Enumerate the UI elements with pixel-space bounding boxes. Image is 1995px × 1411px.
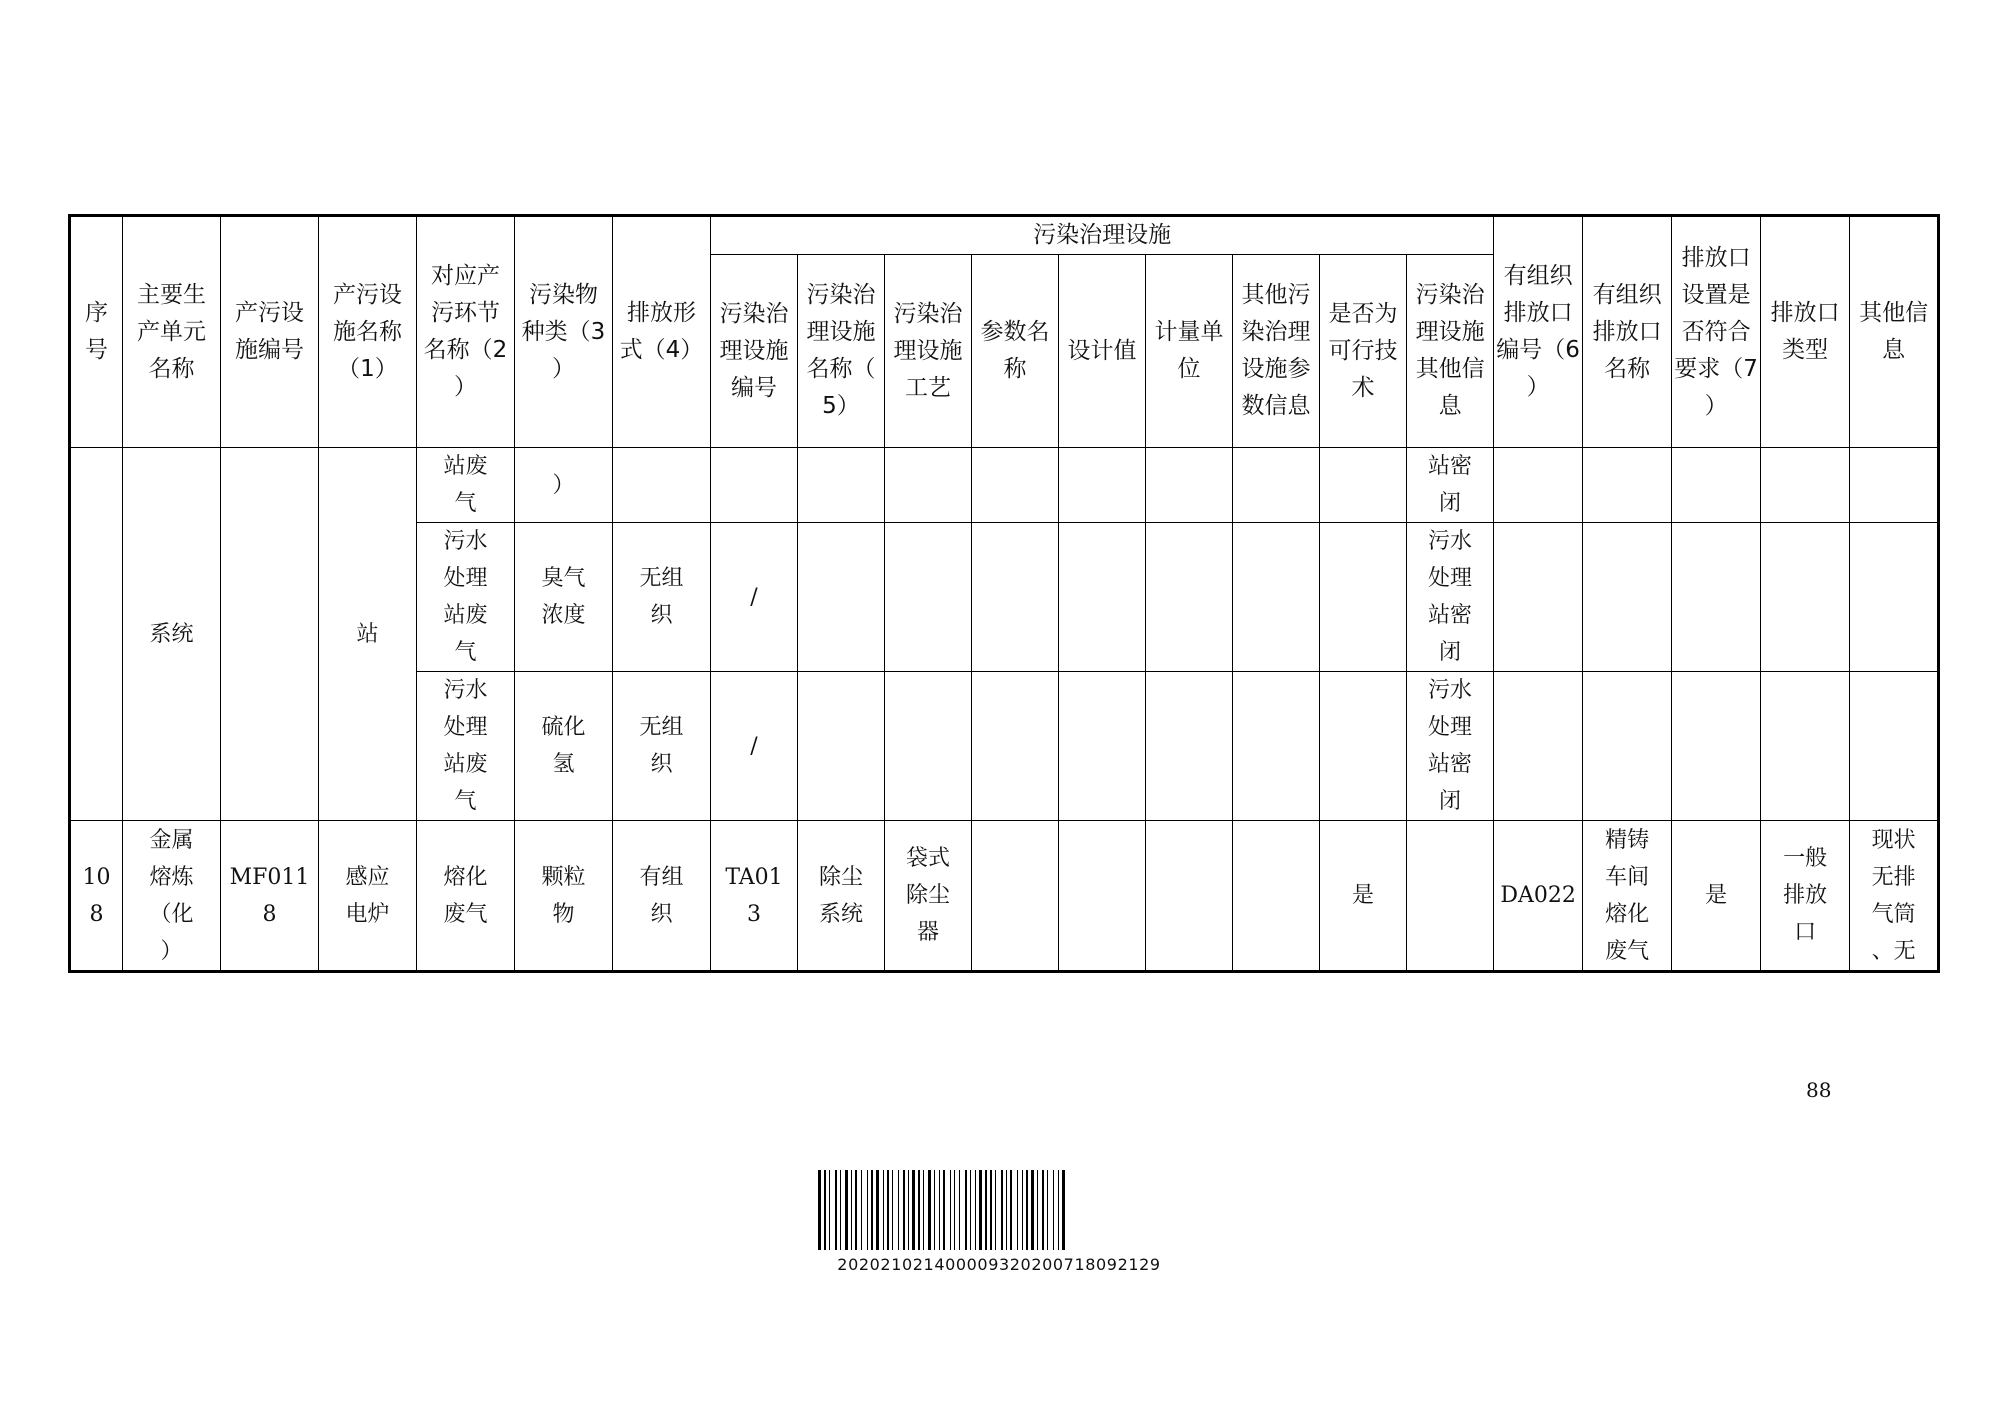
table-row [70,821,1939,972]
table-cell [885,672,972,821]
table-cell: 是 [1320,821,1407,972]
table-cell [1407,821,1494,972]
barcode-bar [1006,1170,1007,1250]
barcode-bar [851,1170,852,1250]
emission-table-wrapper [68,214,1932,973]
barcode-bar [818,1170,821,1250]
barcode-bar [939,1170,940,1250]
table-cell: 污水 处理 站废 气 [417,672,515,821]
table-cell [798,672,885,821]
barcode-bar [1053,1170,1054,1250]
barcode-bar [1001,1170,1003,1250]
barcode-bar [918,1170,920,1250]
table-cell: 熔化 废气 [417,821,515,972]
header-outlet-compliant: 排放口 设置是 否符合 要求（7 ） [1672,216,1761,448]
table-cell [1494,672,1583,821]
table-cell [1233,821,1320,972]
table-cell [1672,672,1761,821]
barcode-bar [912,1170,915,1250]
table-cell: / [711,523,798,672]
header-other-info: 其他信 息 [1850,216,1939,448]
table-cell [1583,672,1672,821]
header-other-params: 其他污 染治理 设施参 数信息 [1233,255,1320,448]
table-row [70,448,1939,523]
table-cell [1146,448,1233,523]
barcode-bar [1031,1170,1034,1250]
table-cell: TA01 3 [711,821,798,972]
barcode-bar [867,1170,868,1250]
table-cell: 无组 织 [613,672,711,821]
table-cell [798,523,885,672]
header-facility-code: 产污设 施编号 [221,216,319,448]
barcode-bar [934,1170,935,1250]
table-cell [1494,448,1583,523]
header-facility-name: 产污设 施名称 （1） [319,216,417,448]
barcode-bar [835,1170,837,1250]
table-cell [613,448,711,523]
barcode-bar [1062,1170,1065,1250]
table-cell: 颗粒 物 [515,821,613,972]
barcode-bar [898,1170,899,1250]
barcode-bar [824,1170,826,1250]
barcode-number: 20202102140000932020071809212​9 [837,1255,1161,1274]
table-cell [1059,672,1146,821]
header-pollutant-type: 污染物 种类（3 ） [515,216,613,448]
header-main-unit: 主要生 产单元 名称 [123,216,221,448]
table-cell [1320,448,1407,523]
table-cell [1850,672,1939,821]
table-cell: 感应 电炉 [319,821,417,972]
table-cell: 是 [1672,821,1761,972]
table-cell [70,448,123,821]
barcode-bar [840,1170,841,1250]
header-treatment-no: 污染治 理设施 编号 [711,255,798,448]
barcode-bar [829,1170,830,1250]
table-cell: 站密 闭 [1407,448,1494,523]
page-number: 88 [1806,1078,1832,1102]
barcode-bar [845,1170,848,1250]
header-outlet-name: 有组织 排放口 名称 [1583,216,1672,448]
header-param-name: 参数名 称 [972,255,1059,448]
barcode-bar [1010,1170,1012,1250]
barcode-bar [1037,1170,1038,1250]
barcode-bar [871,1170,873,1250]
table-cell [711,448,798,523]
table-cell: 10 8 [70,821,123,972]
table-cell: 金属 熔炼 （化 ） [123,821,221,972]
table-cell: ） [515,448,613,523]
barcode-bar [908,1170,909,1250]
barcode-bar [883,1170,884,1250]
table-cell [1761,672,1850,821]
barcode-bar [876,1170,879,1250]
table-cell [1583,448,1672,523]
barcode-bar [923,1170,924,1250]
barcode-bar [979,1170,982,1250]
table-cell: 污水 处理 站密 闭 [1407,523,1494,672]
barcode-bar [954,1170,955,1250]
table-cell: / [711,672,798,821]
barcode-bar [950,1170,951,1250]
table-cell: 污水 处理 站密 闭 [1407,672,1494,821]
table-cell [1059,821,1146,972]
barcode-bar [861,1170,862,1250]
table-cell: 现状 无排 气筒 、无 [1850,821,1939,972]
header-unit: 计量单 位 [1146,255,1233,448]
table-cell [1320,523,1407,672]
barcode-bar [943,1170,945,1250]
table-cell [885,523,972,672]
table-cell [1494,523,1583,672]
header-treatment-group: 污染治理设施 [711,216,1494,255]
table-cell [1059,523,1146,672]
barcode-bar [975,1170,976,1250]
table-cell: DA022 [1494,821,1583,972]
table-cell: 袋式 除尘 器 [885,821,972,972]
table-cell [1320,672,1407,821]
barcode-bar [1058,1170,1059,1250]
table-cell [972,448,1059,523]
table-cell: 污水 处理 站废 气 [417,523,515,672]
barcode-bar [995,1170,996,1250]
header-seq: 序 号 [70,216,123,448]
table-cell [885,448,972,523]
barcode-bar [970,1170,971,1250]
table-cell: 硫化 氢 [515,672,613,821]
table-cell [1146,523,1233,672]
barcode-bar [1047,1170,1048,1250]
table-cell: 臭气 浓度 [515,523,613,672]
header-process-name: 对应产 污环节 名称（2 ） [417,216,515,448]
barcode-bar [965,1170,967,1250]
table-cell [1583,523,1672,672]
barcode-bar [985,1170,987,1250]
table-cell [1761,448,1850,523]
barcode-bar [928,1170,931,1250]
barcode-bar [887,1170,889,1250]
table-cell: 精铸 车间 熔化 废气 [1583,821,1672,972]
barcode-bar [903,1170,905,1250]
table-cell [1233,672,1320,821]
header-treatment-craft: 污染治 理设施 工艺 [885,255,972,448]
barcode-bar [892,1170,893,1250]
table-cell [972,821,1059,972]
barcode-bar [1022,1170,1023,1250]
table-cell: MF011 8 [221,821,319,972]
header-feasible-tech: 是否为 可行技 术 [1320,255,1407,448]
pollution-facility-table [68,214,1940,973]
header-design-value: 设计值 [1059,255,1146,448]
table-cell [1233,523,1320,672]
barcode-bar [1026,1170,1028,1250]
table-cell: 系统 [123,448,221,821]
table-cell [1850,523,1939,672]
table-cell [1672,448,1761,523]
header-outlet-type: 排放口 类型 [1761,216,1850,448]
table-cell [972,672,1059,821]
table-cell: 站废 气 [417,448,515,523]
table-cell [1672,523,1761,672]
barcode-bar [959,1170,960,1250]
table-cell: 一般 排放 口 [1761,821,1850,972]
barcode-bar [1017,1170,1018,1250]
table-cell: 无组 织 [613,523,711,672]
header-outlet-no: 有组织 排放口 编号（6 ） [1494,216,1583,448]
table-cell [1146,672,1233,821]
barcode-image [818,1170,1180,1250]
table-cell [1761,523,1850,672]
table-cell [221,448,319,821]
table-cell [1233,448,1320,523]
table-cell [1850,448,1939,523]
header-treatment-name: 污染治 理设施 名称（ 5） [798,255,885,448]
table-cell [1146,821,1233,972]
barcode-bar [990,1170,992,1250]
barcode-bar [855,1170,857,1250]
table-cell [798,448,885,523]
table-cell: 有组 织 [613,821,711,972]
header-emission-form: 排放形 式（4） [613,216,711,448]
table-cell: 除尘 系统 [798,821,885,972]
table-cell [1059,448,1146,523]
table-cell [972,523,1059,672]
header-treatment-other: 污染治 理设施 其他信 息 [1407,255,1494,448]
barcode-bar [1042,1170,1044,1250]
table-cell: 站 [319,448,417,821]
